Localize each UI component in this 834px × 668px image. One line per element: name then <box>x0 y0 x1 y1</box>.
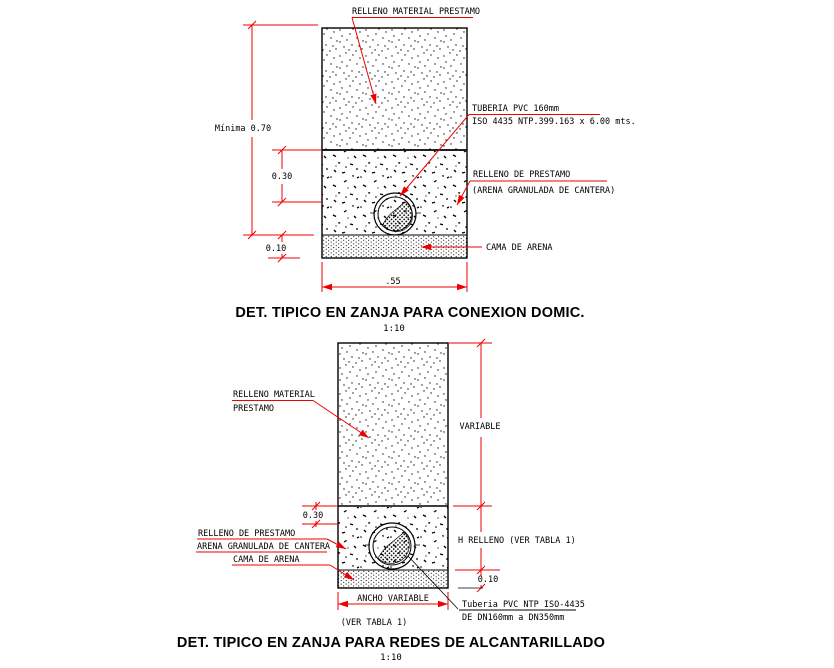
dim-ancho-variable <box>338 592 448 628</box>
dim-bedding-text: 0.30 <box>271 172 293 182</box>
label-bedding-line2: (ARENA GRANULADA DE CANTERA) <box>472 186 616 196</box>
label-bedding-line1: RELLENO DE PRESTAMO <box>198 529 296 539</box>
title-detail-bottom: DET. TIPICO EN ZANJA PARA REDES DE ALCANTARILLADO <box>176 635 606 651</box>
fill-layer <box>338 343 448 506</box>
scale-detail-bottom: 1:10 <box>380 653 402 663</box>
label-bedding-line1: RELLENO DE PRESTAMO <box>473 170 571 180</box>
detail-redes-alcantarillado <box>177 339 605 663</box>
label-fill-text: RELLENO MATERIAL PRESTAMO <box>352 7 480 17</box>
dim-h-relleno <box>458 506 576 574</box>
dim-sand-height <box>266 231 300 262</box>
dim-sand-text: 0.10 <box>477 575 499 585</box>
dim-width-text: .55 <box>385 277 401 287</box>
dim-cover-height <box>302 502 338 528</box>
fill-layer <box>322 28 467 150</box>
dim-cover-text: 0.30 <box>302 511 324 521</box>
label-pipe-line2: ISO 4435 NTP.399.163 x 6.00 mts. <box>472 117 636 127</box>
dim-depth-text: VARIABLE <box>459 422 501 432</box>
dim-h-relleno-text: H RELLENO (VER TABLA 1) <box>458 536 576 546</box>
detail-conexion-domiciliaria <box>215 7 636 334</box>
sand-bed-layer <box>338 570 448 588</box>
dim-min-depth <box>215 21 318 239</box>
label-bedding-top <box>457 170 615 205</box>
title-detail-top: DET. TIPICO EN ZANJA PARA CONEXION DOMIC. <box>235 305 585 321</box>
dim-ancho-note: (VER TABLA 1) <box>340 618 408 628</box>
label-pipe-line2: DE DN160mm a DN350mm <box>462 613 565 623</box>
dim-ancho-text: ANCHO VARIABLE <box>357 594 429 604</box>
label-sand-bottom <box>232 555 354 580</box>
trench-section-bottom <box>338 343 448 588</box>
dim-bedding-height <box>272 146 322 206</box>
dim-trench-width <box>322 262 467 292</box>
label-pipe-line1: Tuberia PVC NTP ISO-4435 <box>462 600 585 610</box>
label-sand-text: CAMA DE ARENA <box>486 243 553 253</box>
label-sand-text: CAMA DE ARENA <box>233 555 300 565</box>
label-fill-line1: RELLENO MATERIAL <box>233 390 315 400</box>
dim-sand-text: 0.10 <box>265 244 287 254</box>
label-pipe-line1: TUBERIA PVC 160mm <box>472 104 559 114</box>
label-bedding-line2: ARENA GRANULADA DE CANTERA <box>197 542 331 552</box>
label-bedding-bottom <box>196 529 346 552</box>
label-fill-line2: PRESTAMO <box>233 404 274 414</box>
dim-min-depth-text: Mínima 0.70 <box>214 124 272 134</box>
dim-depth-variable <box>448 339 500 510</box>
scale-detail-top: 1:10 <box>383 324 405 334</box>
